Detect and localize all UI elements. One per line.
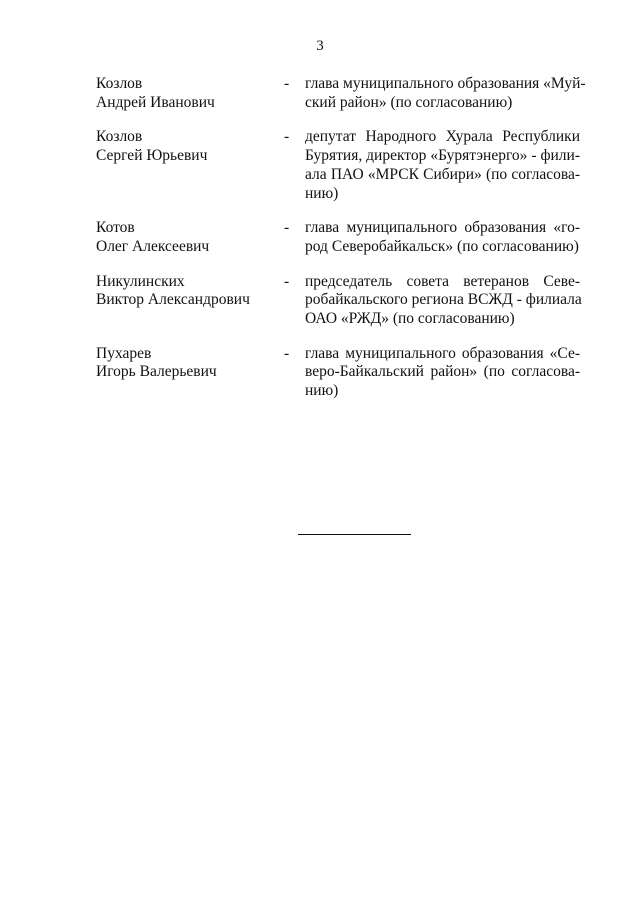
member-name	[96, 273, 286, 329]
page-number: 3	[316, 38, 324, 54]
member-name	[96, 128, 286, 203]
member-position	[305, 75, 586, 112]
position-line: ала ПАО «МРСК Сибири» (по согласова-	[305, 165, 580, 183]
member-surname: Котов	[96, 219, 135, 237]
member-given-name: Андрей Иванович	[96, 93, 215, 111]
position-line: робайкальского региона ВСЖД - филиала	[305, 291, 582, 309]
end-rule	[298, 534, 411, 535]
position-line: глава муниципального образования «го-	[305, 219, 580, 237]
list-item	[96, 128, 580, 203]
separator-dash: -	[284, 219, 290, 237]
position-line: председатель совета ветеранов Севе-	[305, 272, 580, 290]
position-line: род Северобайкальск» (по согласованию)	[305, 237, 579, 255]
position-line: нию)	[305, 184, 339, 202]
member-surname: Козлов	[96, 75, 143, 92]
list-item	[96, 219, 580, 256]
member-surname: Пухарев	[96, 344, 152, 362]
position-line: ОАО «РЖД» (по согласованию)	[305, 309, 515, 327]
member-list	[96, 75, 586, 417]
list-item	[96, 273, 580, 329]
separator-dash: -	[284, 75, 290, 92]
member-given-name: Виктор Александрович	[96, 291, 250, 309]
position-line: ский район» (по согласованию)	[305, 93, 513, 111]
member-given-name: Игорь Валерьевич	[96, 363, 217, 381]
position-line: веро-Байкальский район» (по согласова-	[305, 363, 580, 381]
member-given-name: Сергей Юрьевич	[96, 147, 208, 165]
separator-dash: -	[284, 128, 290, 146]
list-item	[96, 75, 586, 112]
position-line: Бурятия, директор «Бурятэнерго» - фили-	[305, 147, 580, 165]
separator-dash: -	[284, 272, 290, 290]
position-line: глава муниципального образования «Муй-	[305, 75, 586, 92]
member-surname: Козлов	[96, 128, 143, 146]
member-position	[305, 273, 580, 329]
separator-dash: -	[284, 344, 290, 362]
member-given-name: Олег Алексеевич	[96, 237, 210, 255]
member-name	[96, 219, 286, 256]
member-position	[305, 128, 580, 203]
position-line: депутат Народного Хурала Республики	[305, 128, 580, 146]
list-item	[96, 345, 580, 401]
member-position	[305, 219, 580, 256]
member-position	[305, 345, 580, 401]
position-line: нию)	[305, 382, 339, 400]
member-name	[96, 345, 286, 401]
member-surname: Никулинских	[96, 272, 185, 290]
position-line: глава муниципального образования «Се-	[305, 344, 580, 362]
member-name	[96, 75, 286, 112]
